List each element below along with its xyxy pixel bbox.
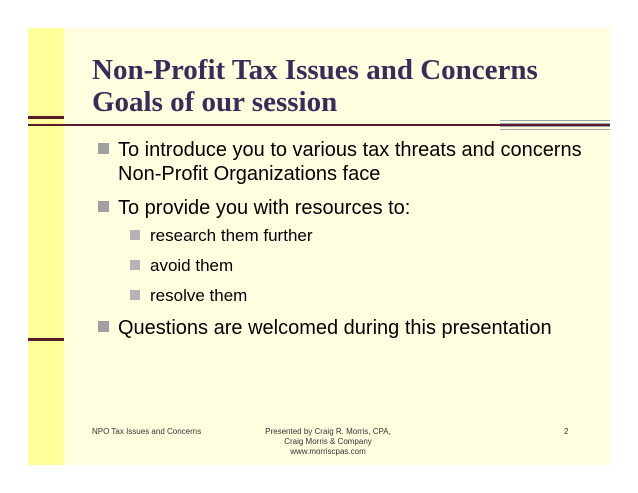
left-bar-accent-bottom xyxy=(28,338,64,341)
page-number: 2 xyxy=(564,427,569,436)
footer-website: www.morriscpas.com xyxy=(290,447,366,456)
square-bullet-icon xyxy=(98,321,109,332)
bullet-text: Questions are welcomed during this presentation xyxy=(118,317,552,339)
square-bullet-icon xyxy=(98,143,109,154)
sub-bullet-item xyxy=(130,226,598,246)
slide-title-line-1: Non-Profit Tax Issues and Concerns xyxy=(92,54,538,86)
footer-presenter: Presented by Craig R. Morris, CPA, xyxy=(265,427,391,436)
sub-bullet-item xyxy=(130,256,598,276)
square-bullet-icon xyxy=(130,260,140,270)
title-divider-stripes xyxy=(500,120,610,130)
sub-bullet-text: resolve them xyxy=(150,286,248,305)
bullet-text: To introduce you to various tax threats and concerns Non-Profit Organizations face xyxy=(118,139,582,185)
footer-company: Craig Morris & Company xyxy=(284,437,372,446)
bullet-text: To provide you with resources to: xyxy=(118,197,411,219)
square-bullet-icon xyxy=(98,201,109,212)
sub-bullet-list xyxy=(118,226,598,306)
bullet-item xyxy=(98,196,598,306)
footer-left-text: NPO Tax Issues and Concerns xyxy=(92,427,202,436)
left-decorative-bar xyxy=(28,28,64,465)
slide xyxy=(28,28,610,465)
left-bar-accent-top xyxy=(28,116,64,119)
sub-bullet-text: research them further xyxy=(150,226,313,245)
bullet-list xyxy=(98,138,598,350)
sub-bullet-text: avoid them xyxy=(150,256,234,275)
bullet-item xyxy=(98,138,598,186)
slide-title-line-2: Goals of our session xyxy=(92,86,338,118)
sub-bullet-item xyxy=(130,286,598,306)
square-bullet-icon xyxy=(130,230,140,240)
bullet-item xyxy=(98,316,598,340)
square-bullet-icon xyxy=(130,290,140,300)
footer-center-text xyxy=(238,427,418,457)
slide-title xyxy=(92,54,538,118)
